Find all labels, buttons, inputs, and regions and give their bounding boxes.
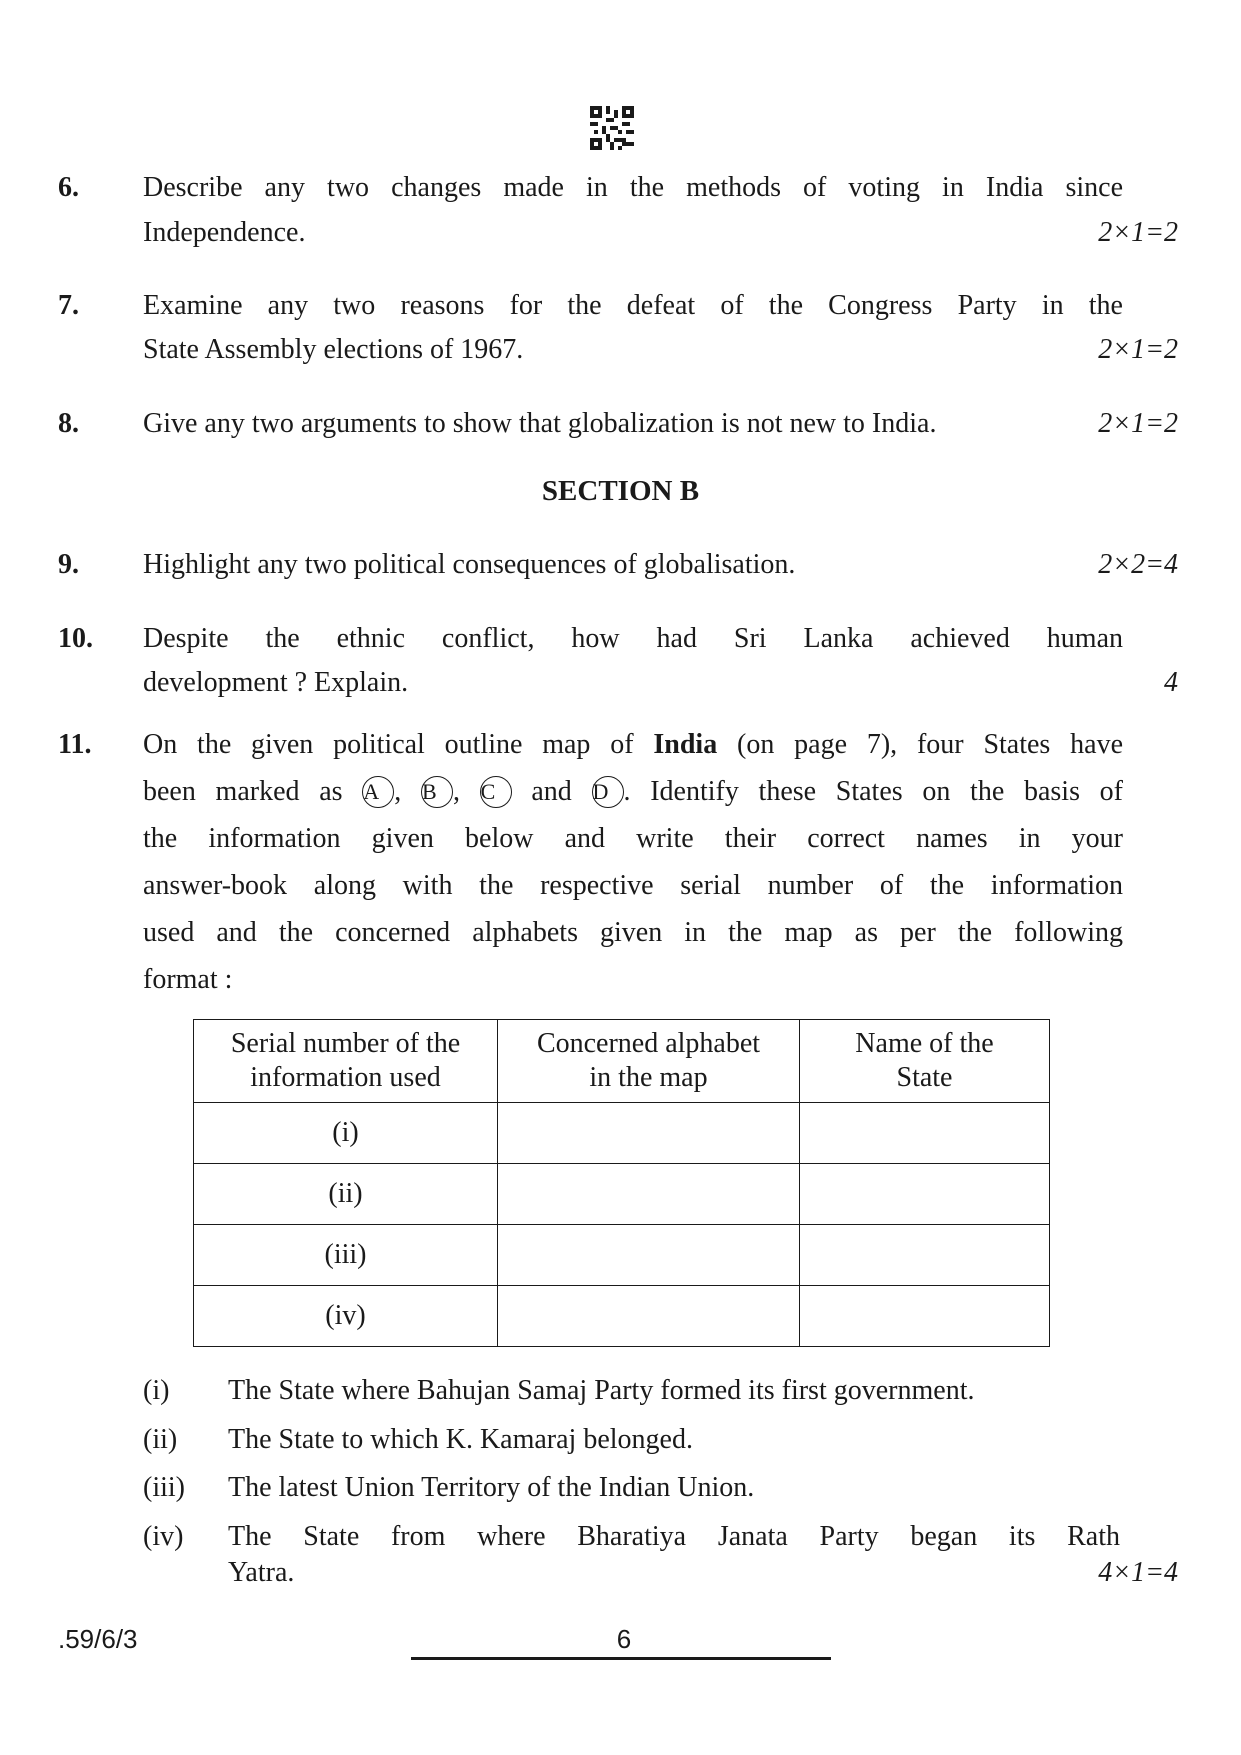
marks: 2×1=2 <box>1098 217 1178 248</box>
info-roman: (i) <box>143 1375 170 1406</box>
question-9: 9. Highlight any two political consequences of globalisation. 2×2=4 <box>58 549 1178 580</box>
question-11: 11. On the given political outline map of India (on page 7), four States have been marked as A , B , C and D . Identify these States on the basis of the information given below and write their correct names in your answer-book along with the respective serial number of the information used and the concerned alphabets given in the map as per the following format : <box>58 729 1123 995</box>
question-number: 11. <box>58 729 92 760</box>
info-text: The State where Bahujan Samaj Party formed its first government. <box>228 1375 975 1406</box>
state-cell <box>800 1164 1050 1225</box>
info-roman: (ii) <box>143 1424 178 1455</box>
info-item-2 <box>143 1424 1183 1464</box>
table-row <box>194 1225 1050 1286</box>
info-roman: (iii) <box>143 1472 185 1503</box>
footer-rule <box>411 1657 831 1660</box>
info-text: The State from where Bharatiya Janata Party began its Rath <box>228 1521 1120 1552</box>
question-11-marks-row <box>58 1557 1178 1597</box>
question-number: 6. <box>58 172 79 203</box>
info-text: The State to which K. Kamaraj belonged. <box>228 1424 693 1455</box>
question-number: 10. <box>58 623 93 654</box>
answer-format-table <box>193 1019 1050 1347</box>
column-header-state: Name of the State <box>800 1020 1050 1103</box>
alphabet-cell <box>498 1286 800 1347</box>
column-header-alphabet: Concerned alphabet in the map <box>498 1020 800 1103</box>
india-bold: India <box>653 729 718 760</box>
circled-letter-d: D <box>592 776 624 808</box>
circled-letter-b: B <box>421 776 453 808</box>
state-cell <box>800 1286 1050 1347</box>
info-text-continued: Yatra. <box>228 1557 295 1588</box>
paper-code: .59/6/3 <box>58 1624 138 1654</box>
question-6: 6. Describe any two changes made in the methods of voting in India since Independence. 2×1=2 <box>58 172 1178 248</box>
table-row <box>194 1286 1050 1347</box>
info-item-3 <box>143 1472 1183 1512</box>
alphabet-cell <box>498 1225 800 1286</box>
circled-letter-a: A <box>362 776 394 808</box>
question-7: 7. Examine any two reasons for the defeat of the Congress Party in the State Assembly elections of 1967. 2×1=2 <box>58 290 1178 365</box>
page-number: 6 <box>616 1624 632 1654</box>
q11-line-1: On the given political outline map of India (on page 7), four States have <box>143 729 1123 760</box>
info-roman: (iv) <box>143 1521 184 1552</box>
question-8: 8. Give any two arguments to show that globalization is not new to India. 2×1=2 <box>58 408 1178 439</box>
state-cell <box>800 1225 1050 1286</box>
table-header-row <box>194 1020 1050 1103</box>
q11-line-2: been marked as A , B , C and D . Identify these States on the basis of <box>143 776 1123 807</box>
marks: 2×1=2 <box>1098 334 1178 365</box>
state-cell <box>800 1103 1050 1164</box>
marks: 2×1=2 <box>1098 408 1178 439</box>
marks: 4 <box>1164 667 1178 698</box>
marks: 2×2=4 <box>1098 549 1178 580</box>
qr-code <box>590 106 634 150</box>
serial-cell: (i) <box>194 1103 498 1164</box>
table-row <box>194 1164 1050 1225</box>
column-header-serial: Serial number of the information used <box>194 1020 498 1103</box>
serial-cell: (iv) <box>194 1286 498 1347</box>
info-item-1 <box>143 1375 1183 1415</box>
alphabet-cell <box>498 1103 800 1164</box>
question-number: 7. <box>58 290 79 321</box>
marks: 4×1=4 <box>1098 1557 1178 1588</box>
serial-cell: (iii) <box>194 1225 498 1286</box>
circled-letter-c: C <box>480 776 512 808</box>
question-number: 9. <box>58 549 79 580</box>
question-number: 8. <box>58 408 79 439</box>
serial-cell: (ii) <box>194 1164 498 1225</box>
info-text: The latest Union Territory of the Indian Union. <box>228 1472 755 1503</box>
table-row <box>194 1103 1050 1164</box>
section-heading: SECTION B <box>541 475 700 507</box>
question-10: 10. Despite the ethnic conflict, how had Sri Lanka achieved human development ? Explain. 4 <box>58 623 1178 698</box>
alphabet-cell <box>498 1164 800 1225</box>
